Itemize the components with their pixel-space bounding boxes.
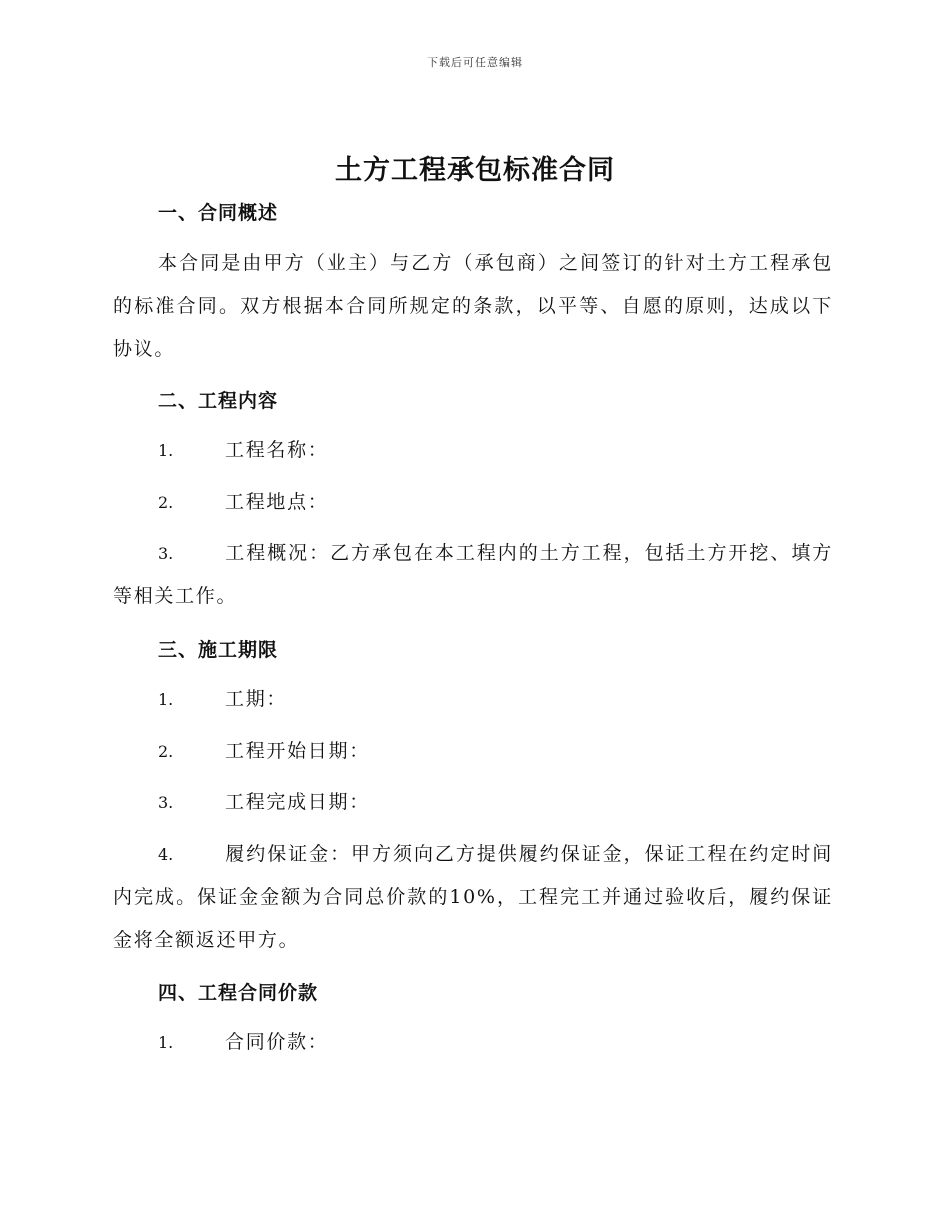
list-item-text: 工期： (225, 688, 288, 710)
list-item-number: 4. (158, 845, 174, 864)
list-item-number: 1. (158, 1033, 174, 1052)
list-item-text: 履约保证金：甲方须向乙方提供履约保证金，保证工程在约定时间内完成。保证金金额为合同总价款的10%，工程完工并通过验收后，履约保证金将全额返还甲方。 (113, 843, 833, 951)
list-item (113, 678, 833, 721)
document-title: 土方工程承包标准合同 (335, 155, 615, 186)
list-item (113, 833, 833, 962)
section-heading-construction-period: 三、施工期限 (158, 639, 279, 661)
section-heading-contract-price: 四、工程合同价款 (158, 982, 319, 1004)
list-item (113, 532, 833, 618)
list-item (113, 1021, 833, 1064)
list-item-number: 1. (158, 441, 174, 460)
section-heading-project-content: 二、工程内容 (158, 390, 279, 412)
section-paragraph-overview: 本合同是由甲方（业主）与乙方（承包商）之间签订的针对土方工程承包的标准合同。双方根据本合同所规定的条款，以平等、自愿的原则，达成以下协议。 (113, 252, 833, 360)
list-item (113, 481, 833, 524)
list-item-number: 1. (158, 690, 174, 709)
section-heading-overview: 一、合同概述 (158, 202, 279, 224)
list-item-text: 工程完成日期： (225, 791, 370, 813)
list-item (113, 781, 833, 824)
list-item (113, 730, 833, 773)
list-item-number: 3. (158, 793, 174, 812)
list-item-text: 工程地点： (225, 491, 329, 513)
list-item-number: 2. (158, 493, 174, 512)
list-item (113, 429, 833, 472)
header-note: 下载后可任意编辑 (427, 56, 523, 69)
list-item-number: 2. (158, 742, 174, 761)
list-item-text: 合同价款： (225, 1031, 329, 1053)
list-item-number: 3. (158, 544, 174, 563)
list-item-text: 工程开始日期： (225, 740, 370, 762)
list-item-text: 工程概况：乙方承包在本工程内的土方工程，包括土方开挖、填方等相关工作。 (113, 542, 833, 607)
list-item-text: 工程名称： (225, 439, 329, 461)
